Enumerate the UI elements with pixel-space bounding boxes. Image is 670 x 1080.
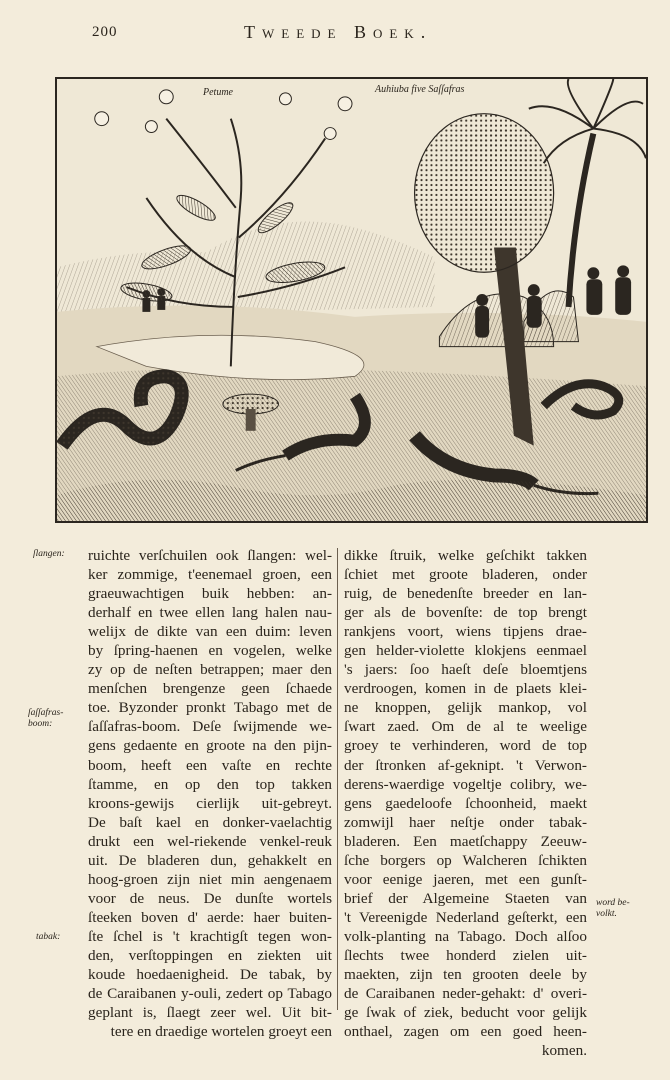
text-line: brief der Algemeine Staeten van: [344, 889, 587, 907]
text-line: 't Vereenigde Nederland geſterkt, een: [344, 908, 587, 926]
text-line: dikke ſtruik, welke geſchikt takken: [344, 547, 587, 564]
text-line: rankjens voort, wiens tipjens drae-: [344, 623, 587, 641]
right-text-column: [344, 546, 587, 1060]
text-line: ſtamme, en op den top takken: [88, 775, 332, 793]
text-line: uit. De bladeren dun, gehakkelt en: [88, 851, 332, 869]
text-line: hoog-groen zijn niet min aengenaem: [88, 870, 332, 888]
text-line: boom, heeft een vaſte en rechte: [88, 756, 332, 774]
text-line: ker zommige, t'eenemael groen, een: [88, 566, 332, 584]
text-line: ne knoppen, gelijk mankop, vol: [344, 699, 587, 717]
margin-note-tabak: tabak:: [36, 932, 61, 942]
margin-note-slangen: ſlangen:: [33, 549, 65, 559]
text-line: 's jaers: ſoo haeſt deſe bloemtjens: [344, 661, 587, 679]
text-line: koude hoedaenigheid. De tabak, by: [88, 966, 332, 984]
text-line: verdroogen, komen in de plaets klei-: [344, 680, 587, 698]
text-line: maekten, zijn ten grooten deele by: [344, 966, 587, 984]
plate-label-sassafras: Auhiuba five Saſſafras: [375, 84, 465, 95]
plate-label-petume: Petume: [203, 87, 233, 98]
text-line: den, verſtoppingen en ziekten uit: [88, 946, 332, 964]
text-line: voor de neus. De dunſte wortels: [88, 889, 332, 907]
text-line: ſte ſchel is 't krachtigſt tegen won-: [88, 927, 332, 945]
text-line: gen helder-violette klokjens eenmael: [344, 642, 587, 660]
text-line: ſaſſafras-boom. Deſe ſwijmende we-: [88, 718, 332, 736]
text-line: welijx de dikte van een duim: leven: [88, 623, 332, 641]
text-line: geplant is, ſlaegt zeer wel. Uit bit-: [88, 1004, 332, 1022]
text-line: ſteeken boven d' aerde: haer buiten-: [88, 908, 332, 926]
text-line: derhalf en twee ellen lang halen nau-: [88, 604, 332, 622]
text-line: ſche borgers op Walcheren ſchikten: [344, 851, 587, 869]
margin-note-sassafras: ſaſſafras-boom:: [28, 708, 64, 729]
text-line: by ſpring-haenen en vogelen, welke: [88, 642, 332, 660]
text-line: komen.: [541, 1042, 587, 1060]
text-line: kroons-gewijs cierlijk uit-gebreyt.: [88, 794, 332, 812]
text-line: volk-planting na Tabago. Doch alſoo: [344, 927, 587, 945]
text-line: De baſt kael en donker-vaelachtig: [88, 813, 332, 831]
text-line: gens gaedeloofe ſchoonheid, maekt: [344, 794, 587, 812]
text-line: de Caraibanen neder-gehakt: d' overi-: [344, 985, 587, 1003]
text-line: ruichte verſchuilen ook ſlangen: wel-: [88, 547, 332, 564]
text-line: ſwart zaed. Om de al te weelige: [344, 718, 587, 736]
text-line: ſlechts twee honderd zielen uit-: [344, 946, 587, 964]
text-line: bladeren. Een maetſchappy Zeeuw-: [344, 832, 587, 850]
text-line: ruig, de benedenſte breeder en lan-: [344, 585, 587, 603]
engraving-illustration: [57, 79, 646, 521]
running-title: Tweede Boek.: [244, 22, 433, 42]
text-line: graeuwachtigen buik hebben: an-: [88, 585, 332, 603]
text-line: der ſtronken af-geknipt. 't Verwon-: [344, 756, 587, 774]
text-line: ge ſwak of ziek, beducht voor gelijk: [344, 1004, 587, 1022]
text-line: derens-waerdige vogeltje colibry, we-: [344, 775, 587, 793]
text-line: menſchen brengenze geen ſchaede: [88, 680, 332, 698]
margin-note-bevolkt: word be-volkt.: [596, 898, 630, 919]
text-line: zomwijl haer neſtje onder tabak-: [344, 813, 587, 831]
text-line: drukt een wel-riekende venkel-reuk: [88, 832, 332, 850]
text-line: de Caraibanen y-ouli, zedert op Tabago: [88, 985, 332, 1003]
running-head: [0, 22, 670, 46]
text-line: voor eenige jaeren, met een gunſt-: [344, 870, 587, 888]
text-line: toe. Byzonder pronkt Tabago met de: [88, 699, 332, 717]
page-number: 200: [92, 24, 118, 40]
text-line: groey te verhinderen, word de top: [344, 737, 587, 755]
text-line: zy op de neſten betrappen; maer den: [88, 661, 332, 679]
engraving-plate: [55, 77, 648, 523]
text-line: ger als de bovenſte: de top brengt: [344, 604, 587, 622]
left-text-column: [88, 546, 332, 1041]
text-line: gens gedaente en groote na den pijn-: [88, 737, 332, 755]
text-line: tere en draedige wortelen groeyt een: [110, 1023, 332, 1041]
text-line: onthael, zagen om een goed heen-: [344, 1023, 587, 1041]
column-rule: [337, 548, 338, 1010]
text-line: ſchiet met groote bladeren, onder: [344, 566, 587, 584]
